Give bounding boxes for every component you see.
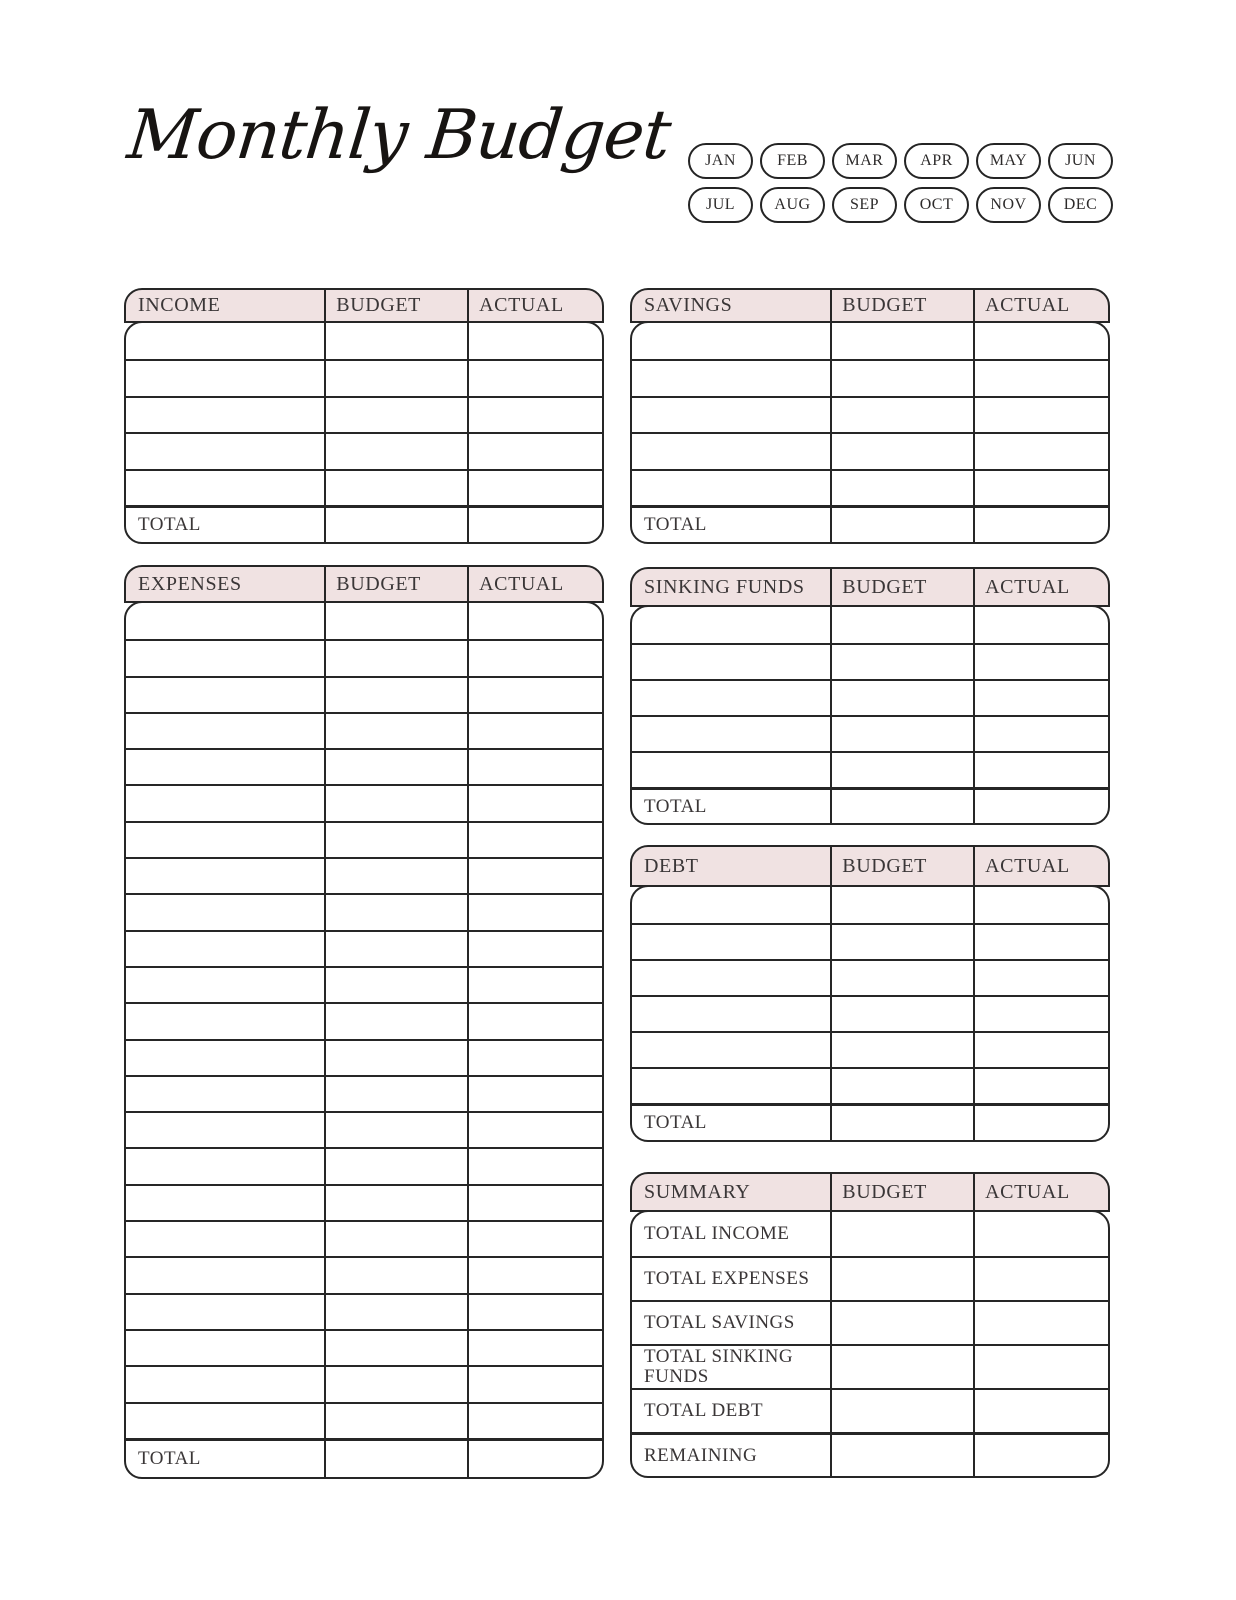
- total-expenses-actual-cell[interactable]: [973, 1258, 1108, 1300]
- debt-total-budget-cell[interactable]: [830, 1106, 973, 1140]
- month-pill-dec[interactable]: DEC: [1048, 187, 1113, 223]
- expenses-budget-cell[interactable]: [324, 1004, 467, 1038]
- debt-item-cell[interactable]: [632, 961, 830, 995]
- savings-actual-cell[interactable]: [973, 398, 1108, 432]
- expenses-budget-cell[interactable]: [324, 1041, 467, 1075]
- debt-row: [632, 959, 1108, 995]
- summary-row-total-income: [632, 1212, 1108, 1256]
- expenses-actual-cell[interactable]: [467, 603, 602, 639]
- expenses-budget-cell[interactable]: [324, 1367, 467, 1401]
- total-label: TOTAL: [644, 1112, 707, 1134]
- expenses-row: [126, 930, 602, 966]
- expenses-item-cell[interactable]: [126, 678, 324, 712]
- total-income-budget-cell[interactable]: [830, 1212, 973, 1256]
- total-debt-budget-cell[interactable]: [830, 1390, 973, 1432]
- sinking-funds-item-cell[interactable]: [632, 645, 830, 679]
- actual-column-header: ACTUAL: [467, 290, 602, 321]
- expenses-row: [126, 1111, 602, 1147]
- expenses-row: [126, 712, 602, 748]
- debt-actual-cell[interactable]: [973, 961, 1108, 995]
- budget-column-header: BUDGET: [830, 1174, 973, 1210]
- income-table: [124, 288, 604, 544]
- sinking-funds-item-cell[interactable]: [632, 681, 830, 715]
- income-actual-cell[interactable]: [467, 361, 602, 395]
- debt-actual-cell[interactable]: [973, 887, 1108, 923]
- total-sinking-funds-actual-cell[interactable]: [973, 1346, 1108, 1388]
- month-pill-apr[interactable]: APR: [904, 143, 969, 179]
- debt-item-cell[interactable]: [632, 925, 830, 959]
- debt-actual-cell[interactable]: [973, 1033, 1108, 1067]
- savings-item-cell[interactable]: [632, 398, 830, 432]
- expenses-actual-cell[interactable]: [467, 750, 602, 784]
- income-actual-cell[interactable]: [467, 323, 602, 359]
- summary-table-header: [630, 1172, 1110, 1212]
- budget-column-header: BUDGET: [830, 569, 973, 605]
- expenses-actual-cell[interactable]: [467, 1258, 602, 1292]
- debt-row: [632, 923, 1108, 959]
- month-pill-mar[interactable]: MAR: [832, 143, 897, 179]
- expenses-row: [126, 1365, 602, 1401]
- expenses-item-cell[interactable]: [126, 823, 324, 857]
- expenses-budget-cell[interactable]: [324, 1077, 467, 1111]
- expenses-actual-cell[interactable]: [467, 1041, 602, 1075]
- expenses-item-cell[interactable]: [126, 1295, 324, 1329]
- expenses-item-cell[interactable]: [126, 1404, 324, 1438]
- debt-actual-cell[interactable]: [973, 925, 1108, 959]
- savings-budget-cell[interactable]: [830, 434, 973, 468]
- expenses-budget-cell[interactable]: [324, 968, 467, 1002]
- expenses-item-cell[interactable]: [126, 1222, 324, 1256]
- summary-row-label: TOTAL SAVINGS: [644, 1312, 795, 1334]
- debt-table: [630, 845, 1110, 1142]
- sinking-funds-budget-cell[interactable]: [830, 645, 973, 679]
- budget-column-header: BUDGET: [830, 290, 973, 321]
- total-label: TOTAL: [138, 1447, 201, 1469]
- summary-row-label: TOTAL INCOME: [644, 1223, 790, 1245]
- debt-row: [632, 1067, 1108, 1103]
- month-pill-aug[interactable]: AUG: [760, 187, 825, 223]
- income-item-cell[interactable]: [126, 323, 324, 359]
- sinking-funds-column-header: SINKING FUNDS: [644, 575, 805, 598]
- income-item-cell[interactable]: [126, 361, 324, 395]
- expenses-actual-cell[interactable]: [467, 968, 602, 1002]
- savings-budget-cell[interactable]: [830, 398, 973, 432]
- income-item-cell[interactable]: [126, 398, 324, 432]
- sinking-funds-row: [632, 715, 1108, 751]
- savings-table: [630, 288, 1110, 544]
- month-pill-jan[interactable]: JAN: [688, 143, 753, 179]
- expenses-row: [126, 1147, 602, 1183]
- expenses-row: [126, 1184, 602, 1220]
- savings-row: [632, 432, 1108, 468]
- expenses-actual-cell[interactable]: [467, 1113, 602, 1147]
- expenses-item-cell[interactable]: [126, 932, 324, 966]
- month-selector: [688, 143, 1113, 223]
- debt-table-body: [630, 885, 1110, 1142]
- debt-total-row: [632, 1103, 1108, 1140]
- sinking-funds-row: [632, 751, 1108, 787]
- expenses-actual-cell[interactable]: [467, 678, 602, 712]
- income-column-header: INCOME: [138, 294, 221, 316]
- expenses-item-cell[interactable]: [126, 1149, 324, 1183]
- income-budget-cell[interactable]: [324, 471, 467, 505]
- income-row: [126, 323, 602, 359]
- expenses-budget-cell[interactable]: [324, 1295, 467, 1329]
- expenses-total-budget-cell[interactable]: [324, 1441, 467, 1477]
- summary-row-remaining: [632, 1432, 1108, 1476]
- expenses-row: [126, 748, 602, 784]
- summary-row-label: TOTAL EXPENSES: [644, 1268, 810, 1290]
- expenses-row: [126, 1039, 602, 1075]
- summary-table: [630, 1172, 1110, 1478]
- summary-column-header: SUMMARY: [644, 1180, 751, 1203]
- savings-item-cell[interactable]: [632, 323, 830, 359]
- savings-row: [632, 359, 1108, 395]
- debt-item-cell[interactable]: [632, 997, 830, 1031]
- expenses-actual-cell[interactable]: [467, 1331, 602, 1365]
- expenses-budget-cell[interactable]: [324, 1186, 467, 1220]
- savings-actual-cell[interactable]: [973, 323, 1108, 359]
- remaining-actual-cell[interactable]: [973, 1435, 1108, 1476]
- debt-budget-cell[interactable]: [830, 1033, 973, 1067]
- summary-row-total-savings: [632, 1300, 1108, 1344]
- debt-table-header: [630, 845, 1110, 887]
- income-total-actual-cell[interactable]: [467, 508, 602, 542]
- actual-column-header: ACTUAL: [973, 569, 1108, 605]
- expenses-total-actual-cell[interactable]: [467, 1441, 602, 1477]
- savings-total-row: [632, 505, 1108, 542]
- total-sinking-funds-budget-cell[interactable]: [830, 1346, 973, 1388]
- income-total-row: [126, 505, 602, 542]
- expenses-budget-cell[interactable]: [324, 750, 467, 784]
- expenses-item-cell[interactable]: [126, 859, 324, 893]
- expenses-actual-cell[interactable]: [467, 932, 602, 966]
- expenses-item-cell[interactable]: [126, 1041, 324, 1075]
- debt-budget-cell[interactable]: [830, 887, 973, 923]
- sinking-funds-actual-cell[interactable]: [973, 645, 1108, 679]
- expenses-budget-cell[interactable]: [324, 1404, 467, 1438]
- expenses-row: [126, 1075, 602, 1111]
- sinking-funds-table-body: [630, 605, 1110, 825]
- expenses-row: [126, 784, 602, 820]
- expenses-budget-cell[interactable]: [324, 859, 467, 893]
- debt-row: [632, 995, 1108, 1031]
- budget-column-header: BUDGET: [830, 847, 973, 885]
- income-actual-cell[interactable]: [467, 434, 602, 468]
- sinking-funds-budget-cell[interactable]: [830, 753, 973, 787]
- expenses-row: [126, 1329, 602, 1365]
- month-pill-jul[interactable]: JUL: [688, 187, 753, 223]
- expenses-row: [126, 639, 602, 675]
- sinking-funds-budget-cell[interactable]: [830, 681, 973, 715]
- expenses-budget-cell[interactable]: [324, 603, 467, 639]
- savings-budget-cell[interactable]: [830, 361, 973, 395]
- expenses-item-cell[interactable]: [126, 1186, 324, 1220]
- expenses-row: [126, 603, 602, 639]
- total-label: TOTAL: [644, 513, 707, 535]
- expenses-budget-cell[interactable]: [324, 1222, 467, 1256]
- expenses-item-cell[interactable]: [126, 786, 324, 820]
- actual-column-header: ACTUAL: [467, 567, 602, 601]
- expenses-row: [126, 1256, 602, 1292]
- debt-budget-cell[interactable]: [830, 961, 973, 995]
- savings-column-header: SAVINGS: [644, 294, 733, 316]
- expenses-table-body: [124, 601, 604, 1479]
- budget-column-header: BUDGET: [324, 290, 467, 321]
- income-budget-cell[interactable]: [324, 361, 467, 395]
- sinking-funds-row: [632, 643, 1108, 679]
- savings-item-cell[interactable]: [632, 434, 830, 468]
- expenses-row: [126, 893, 602, 929]
- savings-actual-cell[interactable]: [973, 471, 1108, 505]
- debt-actual-cell[interactable]: [973, 1069, 1108, 1103]
- expenses-actual-cell[interactable]: [467, 1149, 602, 1183]
- expenses-budget-cell[interactable]: [324, 1149, 467, 1183]
- savings-budget-cell[interactable]: [830, 471, 973, 505]
- summary-table-body: [630, 1210, 1110, 1478]
- summary-row-label: TOTAL SINKING FUNDS: [644, 1346, 794, 1387]
- savings-table-header: [630, 288, 1110, 323]
- income-row: [126, 469, 602, 505]
- actual-column-header: ACTUAL: [973, 847, 1108, 885]
- expenses-row: [126, 821, 602, 857]
- expenses-item-cell[interactable]: [126, 1258, 324, 1292]
- expenses-item-cell[interactable]: [126, 641, 324, 675]
- expenses-actual-cell[interactable]: [467, 1077, 602, 1111]
- month-pill-feb[interactable]: FEB: [760, 143, 825, 179]
- sinking-funds-budget-cell[interactable]: [830, 717, 973, 751]
- expenses-row: [126, 1220, 602, 1256]
- income-item-cell[interactable]: [126, 471, 324, 505]
- income-actual-cell[interactable]: [467, 471, 602, 505]
- expenses-budget-cell[interactable]: [324, 714, 467, 748]
- sinking-funds-row: [632, 607, 1108, 643]
- expenses-actual-cell[interactable]: [467, 641, 602, 675]
- savings-actual-cell[interactable]: [973, 361, 1108, 395]
- expenses-row: [126, 1402, 602, 1438]
- actual-column-header: ACTUAL: [973, 1174, 1108, 1210]
- debt-budget-cell[interactable]: [830, 997, 973, 1031]
- month-pill-may[interactable]: MAY: [976, 143, 1041, 179]
- debt-actual-cell[interactable]: [973, 997, 1108, 1031]
- expenses-actual-cell[interactable]: [467, 1186, 602, 1220]
- expenses-actual-cell[interactable]: [467, 823, 602, 857]
- sinking-funds-actual-cell[interactable]: [973, 607, 1108, 643]
- expenses-actual-cell[interactable]: [467, 1004, 602, 1038]
- total-savings-actual-cell[interactable]: [973, 1302, 1108, 1344]
- expenses-actual-cell[interactable]: [467, 1367, 602, 1401]
- summary-row-total-debt: [632, 1388, 1108, 1432]
- sinking-funds-item-cell[interactable]: [632, 717, 830, 751]
- total-income-actual-cell[interactable]: [973, 1212, 1108, 1256]
- total-savings-budget-cell[interactable]: [830, 1302, 973, 1344]
- savings-item-cell[interactable]: [632, 361, 830, 395]
- savings-total-budget-cell[interactable]: [830, 508, 973, 542]
- sinking-funds-table: [630, 567, 1110, 825]
- expenses-budget-cell[interactable]: [324, 1113, 467, 1147]
- debt-total-actual-cell[interactable]: [973, 1106, 1108, 1140]
- sinking-funds-budget-cell[interactable]: [830, 607, 973, 643]
- savings-item-cell[interactable]: [632, 471, 830, 505]
- month-pill-nov[interactable]: NOV: [976, 187, 1041, 223]
- sinking-funds-item-cell[interactable]: [632, 753, 830, 787]
- expenses-row: [126, 966, 602, 1002]
- income-table-body: [124, 321, 604, 544]
- expenses-total-row: [126, 1438, 602, 1477]
- expenses-budget-cell[interactable]: [324, 641, 467, 675]
- page-title: Monthly Budget: [123, 96, 674, 175]
- debt-budget-cell[interactable]: [830, 1069, 973, 1103]
- expenses-row: [126, 1293, 602, 1329]
- expenses-table: [124, 565, 604, 1479]
- expenses-actual-cell[interactable]: [467, 859, 602, 893]
- savings-row: [632, 323, 1108, 359]
- expenses-item-cell[interactable]: [126, 968, 324, 1002]
- expenses-actual-cell[interactable]: [467, 1222, 602, 1256]
- income-budget-cell[interactable]: [324, 323, 467, 359]
- savings-row: [632, 469, 1108, 505]
- month-pill-jun[interactable]: JUN: [1048, 143, 1113, 179]
- expenses-actual-cell[interactable]: [467, 895, 602, 929]
- sinking-funds-total-row: [632, 787, 1108, 823]
- income-row: [126, 396, 602, 432]
- expenses-budget-cell[interactable]: [324, 932, 467, 966]
- expenses-item-cell[interactable]: [126, 895, 324, 929]
- debt-row: [632, 887, 1108, 923]
- sinking-funds-total-actual-cell[interactable]: [973, 790, 1108, 823]
- expenses-item-cell[interactable]: [126, 603, 324, 639]
- expenses-item-cell[interactable]: [126, 1367, 324, 1401]
- income-row: [126, 359, 602, 395]
- sinking-funds-actual-cell[interactable]: [973, 753, 1108, 787]
- expenses-row: [126, 676, 602, 712]
- income-item-cell[interactable]: [126, 434, 324, 468]
- savings-table-body: [630, 321, 1110, 544]
- total-label: TOTAL: [138, 513, 201, 535]
- expenses-row: [126, 857, 602, 893]
- income-actual-cell[interactable]: [467, 398, 602, 432]
- remaining-budget-cell[interactable]: [830, 1435, 973, 1476]
- month-pill-oct[interactable]: OCT: [904, 187, 969, 223]
- total-debt-actual-cell[interactable]: [973, 1390, 1108, 1432]
- expenses-item-cell[interactable]: [126, 750, 324, 784]
- sinking-funds-total-budget-cell[interactable]: [830, 790, 973, 823]
- expenses-row: [126, 1002, 602, 1038]
- sinking-funds-actual-cell[interactable]: [973, 717, 1108, 751]
- summary-row-total-sinking-funds: [632, 1344, 1108, 1388]
- expenses-actual-cell[interactable]: [467, 1295, 602, 1329]
- debt-item-cell[interactable]: [632, 1069, 830, 1103]
- expenses-budget-cell[interactable]: [324, 678, 467, 712]
- expenses-item-cell[interactable]: [126, 714, 324, 748]
- expenses-item-cell[interactable]: [126, 1113, 324, 1147]
- expenses-budget-cell[interactable]: [324, 786, 467, 820]
- sinking-funds-table-header: [630, 567, 1110, 607]
- expenses-budget-cell[interactable]: [324, 1258, 467, 1292]
- expenses-budget-cell[interactable]: [324, 895, 467, 929]
- expenses-actual-cell[interactable]: [467, 786, 602, 820]
- debt-item-cell[interactable]: [632, 887, 830, 923]
- expenses-budget-cell[interactable]: [324, 823, 467, 857]
- total-label: TOTAL: [644, 795, 707, 817]
- expenses-actual-cell[interactable]: [467, 714, 602, 748]
- income-row: [126, 432, 602, 468]
- sinking-funds-row: [632, 679, 1108, 715]
- expenses-actual-cell[interactable]: [467, 1404, 602, 1438]
- savings-row: [632, 396, 1108, 432]
- debt-item-cell[interactable]: [632, 1033, 830, 1067]
- expenses-table-header: [124, 565, 604, 603]
- debt-budget-cell[interactable]: [830, 925, 973, 959]
- expenses-item-cell[interactable]: [126, 1077, 324, 1111]
- expenses-budget-cell[interactable]: [324, 1331, 467, 1365]
- month-pill-sep[interactable]: SEP: [832, 187, 897, 223]
- debt-row: [632, 1031, 1108, 1067]
- actual-column-header: ACTUAL: [973, 290, 1108, 321]
- expenses-column-header: EXPENSES: [138, 572, 242, 595]
- expenses-item-cell[interactable]: [126, 1004, 324, 1038]
- total-expenses-budget-cell[interactable]: [830, 1258, 973, 1300]
- expenses-item-cell[interactable]: [126, 1331, 324, 1365]
- debt-column-header: DEBT: [644, 854, 699, 877]
- savings-actual-cell[interactable]: [973, 434, 1108, 468]
- savings-total-actual-cell[interactable]: [973, 508, 1108, 542]
- income-table-header: [124, 288, 604, 323]
- sinking-funds-item-cell[interactable]: [632, 607, 830, 643]
- summary-row-label: TOTAL DEBT: [644, 1400, 764, 1422]
- sinking-funds-actual-cell[interactable]: [973, 681, 1108, 715]
- income-budget-cell[interactable]: [324, 434, 467, 468]
- summary-row-label: REMAINING: [644, 1444, 758, 1466]
- income-total-budget-cell[interactable]: [324, 508, 467, 542]
- income-budget-cell[interactable]: [324, 398, 467, 432]
- savings-budget-cell[interactable]: [830, 323, 973, 359]
- summary-row-total-expenses: [632, 1256, 1108, 1300]
- budget-column-header: BUDGET: [324, 567, 467, 601]
